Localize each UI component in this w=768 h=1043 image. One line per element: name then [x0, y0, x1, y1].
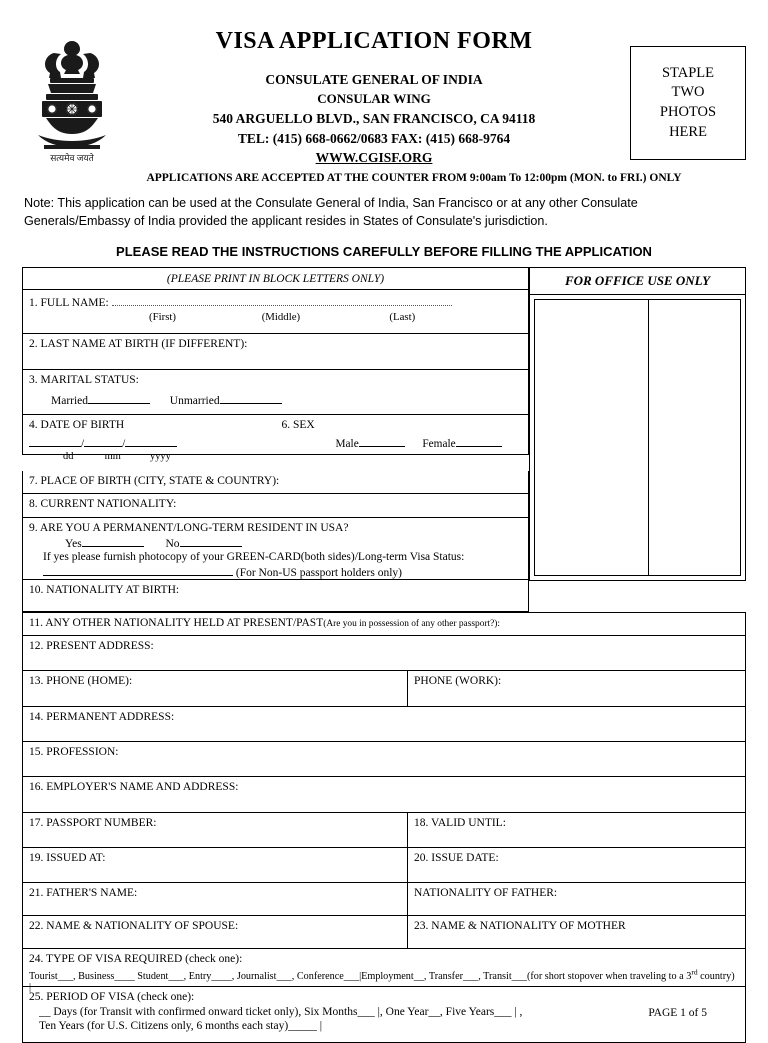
greencard-note: If yes please furnish photocopy of your GREEN-CARD(both sides)/Long-term Visa Status:: [43, 550, 465, 563]
full-name-sublabels: [29, 311, 522, 323]
field-visa-period[interactable]: [22, 987, 746, 1043]
field-4-label: 4. DATE OF BIRTH: [29, 418, 125, 431]
office-use-cell-left[interactable]: [535, 300, 649, 575]
field-10-label: 10. NATIONALITY AT BIRTH:: [29, 583, 180, 596]
field-spouse-mother-row[interactable]: [22, 916, 746, 949]
field-18-label: 18. VALID UNTIL:: [414, 816, 506, 829]
field-current-nationality[interactable]: [22, 494, 529, 518]
office-use-heading: FOR OFFICE USE ONLY: [529, 267, 746, 294]
visa-period-line-2: Ten Years (for U.S. Citizens only, 6 months each stay)_____ |: [39, 1019, 323, 1032]
print-notice: (PLEASE PRINT IN BLOCK LETTERS ONLY): [166, 272, 385, 285]
staple-line-1: STAPLE: [661, 64, 714, 81]
dob-unit-labels: [29, 451, 270, 462]
field-1-label: 1. FULL NAME:: [29, 296, 109, 309]
office-use-body[interactable]: [529, 294, 746, 581]
field-father-row[interactable]: [22, 883, 746, 916]
consulate-contact: TEL: (415) 668-0662/0683 FAX: (415) 668-9764: [237, 131, 511, 146]
field-22-label: 22. NAME & NATIONALITY OF SPOUSE:: [29, 919, 239, 932]
marital-unmarried-input[interactable]: [220, 392, 282, 404]
form-lower-section: [22, 612, 746, 1043]
field-place-of-birth[interactable]: [22, 471, 529, 494]
field-19-label: 19. ISSUED AT:: [29, 851, 106, 864]
sex-male-input[interactable]: [359, 435, 405, 447]
field-spouse[interactable]: [23, 916, 408, 948]
visa-period-line-1: __ Days (for Transit with confirmed onward ticket only), Six Months___ |, One Year__, Five Years___ | ,: [39, 1005, 523, 1018]
field-permanent-resident[interactable]: [22, 518, 529, 580]
field-7-label: 7. PLACE OF BIRTH (CITY, STATE & COUNTRY):: [29, 474, 280, 487]
marital-married-label: Married: [51, 394, 89, 407]
field-other-nationality[interactable]: [22, 612, 746, 636]
field-visa-type[interactable]: [22, 949, 746, 993]
sex-female-label: Female: [422, 437, 456, 450]
field-full-name[interactable]: [22, 290, 529, 334]
office-use-column: [529, 267, 746, 612]
field-permanent-address[interactable]: [22, 707, 746, 742]
field-fathers-name[interactable]: [23, 883, 408, 915]
field-issue-row[interactable]: [22, 848, 746, 883]
visa-type-options-text: Tourist___, Business____ Student___, Entry____, Journalist___, Conference___|Employment__, Transfer___, Transit___(for short stopover when traveling to a 3rd country) |: [29, 967, 735, 993]
field-12-label: 12. PRESENT ADDRESS:: [29, 639, 154, 652]
field-25-label: 25. PERIOD OF VISA (check one):: [29, 990, 195, 1003]
consulate-address: 540 ARGUELLO BLVD., SAN FRANCISCO, CA 94118: [212, 111, 536, 126]
field-dob[interactable]: [23, 415, 276, 466]
form-top-section: [22, 267, 746, 612]
field-11-sublabel: (Are you in possession of any other passport?):: [323, 618, 501, 629]
field-nationality-at-birth[interactable]: [22, 580, 529, 612]
dob-inputs[interactable]: / /: [29, 435, 270, 450]
label-first: (First): [149, 310, 176, 323]
field-father-nationality[interactable]: [408, 883, 745, 915]
staple-line-3: PHOTOS: [659, 104, 717, 120]
staple-line-4: HERE: [669, 123, 707, 140]
field-24-label: 24. TYPE OF VISA REQUIRED (check one):: [29, 952, 243, 965]
label-middle: (Middle): [261, 310, 301, 323]
field-8-label: 8. CURRENT NATIONALITY:: [29, 497, 177, 510]
marital-unmarried-label: Unmarried: [169, 394, 220, 407]
field-20-label: 20. ISSUE DATE:: [414, 851, 499, 864]
office-use-cell-right[interactable]: [649, 300, 740, 575]
field-phone-home[interactable]: [23, 671, 408, 706]
sex-male-label: Male: [335, 437, 359, 450]
field-2-label: 2. LAST NAME AT BIRTH (IF DIFFERENT):: [29, 337, 248, 350]
field-9-label: 9. ARE YOU A PERMANENT/LONG-TERM RESIDENT IN USA?: [29, 521, 349, 534]
field-marital-status[interactable]: [22, 370, 529, 415]
form-left-column: [22, 267, 529, 612]
consulate-website[interactable]: WWW.CGISF.ORG: [315, 150, 433, 165]
marital-married-input[interactable]: [88, 392, 150, 404]
jurisdiction-note: Note: This application can be used at the Consulate General of India, San Francisco or at any other Consulate Generals/Embassy of India provided the applicant resides in States of Consulate's jurisdiction.: [24, 196, 638, 229]
counter-hours-note: APPLICATIONS ARE ACCEPTED AT THE COUNTER FROM 9:00am To 12:00pm (MON. to FRI.) ONLY: [146, 172, 682, 184]
field-issued-at[interactable]: [23, 848, 408, 882]
dob-yyyy: yyyy: [150, 450, 171, 462]
resident-yes-label: Yes: [65, 537, 82, 550]
field-sex[interactable]: [276, 415, 529, 466]
staple-photos-box: [630, 46, 746, 160]
field-13-label: 13. PHONE (HOME):: [29, 674, 133, 687]
svg-text:सत्यमेव जयते: सत्यमेव जयते: [50, 153, 94, 163]
print-notice-box: [22, 267, 529, 290]
resident-no-input[interactable]: [180, 535, 242, 547]
field-mother[interactable]: [408, 916, 745, 948]
resident-no-label: No: [165, 537, 180, 550]
field-employer[interactable]: [22, 777, 746, 813]
field-13b-label: PHONE (WORK):: [414, 674, 502, 687]
field-phones[interactable]: [22, 671, 746, 707]
dob-dd: dd: [63, 450, 74, 462]
field-issue-date[interactable]: [408, 848, 745, 882]
field-last-name-at-birth[interactable]: [22, 334, 529, 370]
sex-female-input[interactable]: [456, 435, 502, 447]
consular-wing: CONSULAR WING: [317, 91, 431, 106]
resident-yes-input[interactable]: [82, 535, 144, 547]
non-us-note: (For Non-US passport holders only): [235, 566, 402, 579]
field-23-label: 23. NAME & NATIONALITY OF MOTHER: [414, 919, 626, 932]
document-header: [22, 28, 746, 188]
field-present-address[interactable]: [22, 636, 746, 671]
field-dob-sex[interactable]: [22, 415, 529, 462]
field-21-label: 21. FATHER'S NAME:: [29, 886, 138, 899]
greencard-input[interactable]: [43, 564, 233, 576]
full-name-input[interactable]: [112, 294, 452, 306]
consulate-name: CONSULATE GENERAL OF INDIA: [265, 72, 483, 87]
field-profession[interactable]: [22, 742, 746, 777]
field-15-label: 15. PROFESSION:: [29, 745, 119, 758]
dob-mm: mm: [104, 450, 121, 462]
staple-line-2: TWO: [671, 84, 705, 101]
page-number: PAGE 1 of 5: [648, 1006, 707, 1019]
page-title: VISA APPLICATION FORM: [215, 28, 533, 54]
field-phone-work[interactable]: [408, 671, 745, 706]
india-emblem-icon: [26, 36, 118, 168]
read-instructions-notice: PLEASE READ THE INSTRUCTIONS CAREFULLY BEFORE FILLING THE APPLICATION: [116, 243, 652, 259]
field-21b-label: NATIONALITY OF FATHER:: [414, 886, 558, 899]
field-passport-number[interactable]: [23, 813, 408, 847]
field-16-label: 16. EMPLOYER'S NAME AND ADDRESS:: [29, 780, 239, 793]
label-last: (Last): [389, 310, 416, 323]
field-11-label: 11. ANY OTHER NATIONALITY HELD AT PRESENT/PAST: [29, 616, 324, 629]
field-valid-until[interactable]: [408, 813, 745, 847]
field-passport-row[interactable]: [22, 813, 746, 848]
field-14-label: 14. PERMANENT ADDRESS:: [29, 710, 175, 723]
field-6-label: 6. SEX: [281, 418, 315, 431]
field-17-label: 17. PASSPORT NUMBER:: [29, 816, 157, 829]
field-3-label: 3. MARITAL STATUS:: [29, 373, 139, 386]
